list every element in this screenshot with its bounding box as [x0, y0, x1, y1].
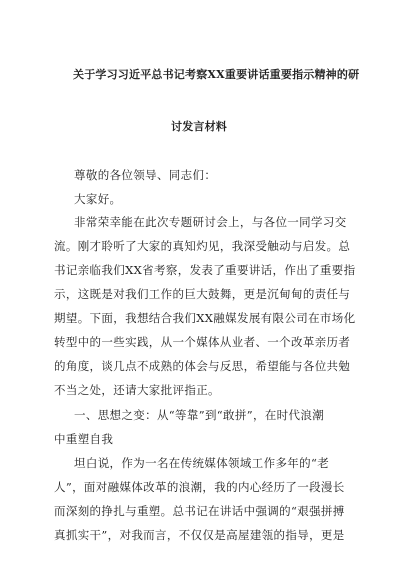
paragraph-1-line: 流。刚才聆听了大家的真知灼见，我深受触动与启发。总	[54, 239, 351, 253]
section-heading: 一、思想之变：从“等靠”到“敢拼”，在时代浪潮	[74, 408, 325, 422]
paragraph-1-line: 书记亲临我们XX省考察，发表了重要讲话，作出了重要指	[54, 263, 356, 277]
paragraph-1-line: 期望。下面，我想结合我们XX融媒发展有限公司在市场化	[54, 311, 356, 325]
paragraph-1-line: 非常荣幸能在此次专题研讨会上，与各位一同学习交	[74, 215, 347, 229]
document-title-line-1: 关于学习习近平总书记考察XX重要讲话重要指示精神的研	[73, 68, 360, 81]
paragraph-1-line: 转型中的一些实践，从一个媒体从业者、一个改革亲历者	[54, 335, 351, 349]
document-title-line-2: 讨发言材料	[171, 120, 227, 133]
greeting: 大家好。	[74, 192, 122, 206]
paragraph-1-line: 的角度，谈几点不成熟的体会与反思，希望能与各位共勉	[54, 359, 351, 373]
salutation: 尊敬的各位领导、同志们：	[74, 168, 217, 182]
paragraph-2-line: 人”，面对融媒体改革的浪潮，我的内心经历了一段漫长	[54, 480, 345, 494]
paragraph-2-line: 真抓实干”，对我而言，不仅仅是高屋建瓴的指导，更是	[54, 528, 345, 542]
paragraph-1-line: 示，这既是对我们工作的巨大鼓舞，更是沉甸甸的责任与	[54, 287, 351, 301]
paragraph-2-line: 坦白说，作为一名在传统媒体领域工作多年的“老	[74, 456, 330, 470]
paragraph-2-line: 而深刻的挣扎与重塑。总书记在讲话中强调的“艰强拼搏	[54, 504, 345, 518]
section-heading: 中重塑自我	[54, 432, 114, 446]
paragraph-1-line: 不当之处，还请大家批评指正。	[54, 383, 220, 397]
